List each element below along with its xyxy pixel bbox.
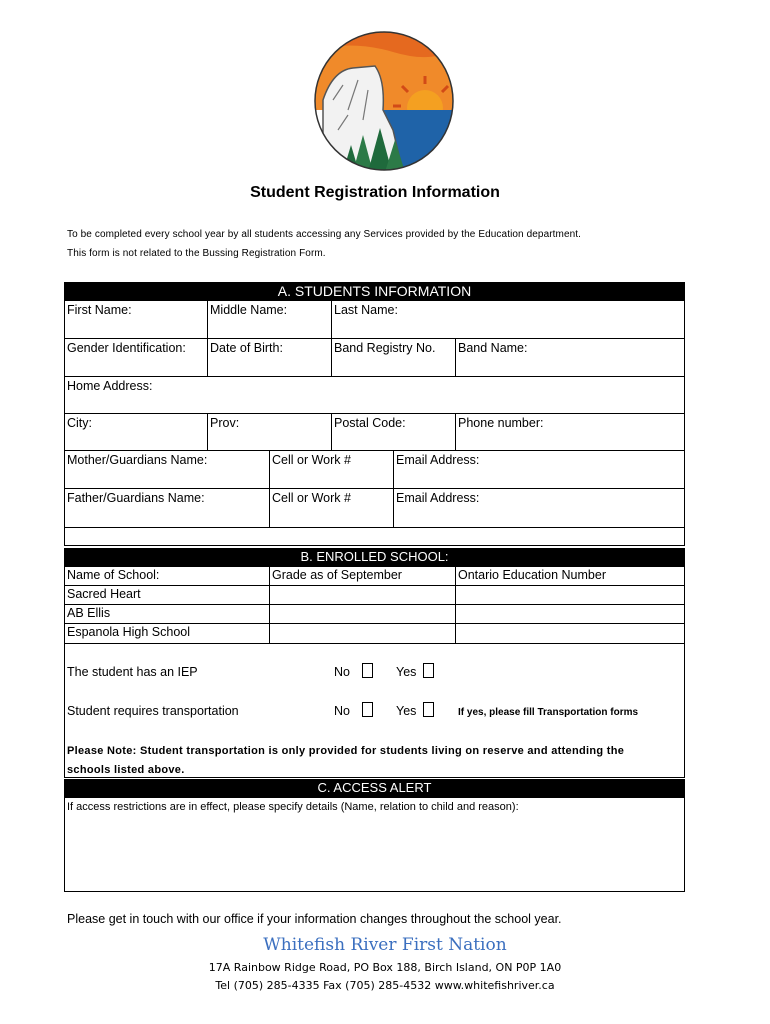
postal-code-field[interactable]: Postal Code:: [334, 416, 406, 430]
grade-cell-espanola[interactable]: [269, 624, 455, 643]
whitefish-river-logo-icon: [313, 30, 455, 172]
home-address-field[interactable]: Home Address:: [67, 379, 153, 393]
iep-no-label: No: [334, 665, 350, 679]
oen-cell-sacred-heart[interactable]: [455, 586, 685, 604]
school-espanola: Espanola High School: [67, 625, 190, 639]
grade-cell-ab-ellis[interactable]: [269, 605, 455, 623]
transport-label: Student requires transportation: [67, 704, 239, 718]
footer-note: Please get in touch with our office if your information changes throughout the school year.: [67, 912, 562, 926]
iep-label: The student has an IEP: [67, 665, 198, 679]
transport-yes-label: Yes: [396, 704, 417, 718]
transport-no-checkbox[interactable]: [362, 702, 373, 717]
father-email-field[interactable]: Email Address:: [396, 491, 480, 505]
band-registry-field[interactable]: Band Registry No.: [334, 341, 436, 355]
intro-line-1: To be completed every school year by all students accessing any Services provided by the Education department.: [67, 229, 582, 240]
school-name-header: Name of School:: [67, 568, 160, 582]
last-name-field[interactable]: Last Name:: [334, 303, 398, 317]
phone-field[interactable]: Phone number:: [458, 416, 544, 430]
grade-cell-sacred-heart[interactable]: [269, 586, 455, 604]
please-note-line-1: Please Note: Student transportation is only provided for students living on reserve and attending the: [67, 745, 625, 757]
iep-yes-label: Yes: [396, 665, 417, 679]
iep-yes-checkbox[interactable]: [423, 663, 434, 678]
mother-name-field[interactable]: Mother/Guardians Name:: [67, 453, 208, 467]
transport-note: If yes, please fill Transportation forms: [458, 707, 639, 718]
please-note-line-2: schools listed above.: [67, 764, 185, 776]
mother-cell-field[interactable]: Cell or Work #: [272, 453, 351, 467]
form-title: Student Registration Information: [250, 184, 500, 201]
access-alert-instruction: If access restrictions are in effect, please specify details (Name, relation to child and reason):: [67, 801, 519, 813]
transport-yes-checkbox[interactable]: [423, 702, 434, 717]
father-name-field[interactable]: Father/Guardians Name:: [67, 491, 205, 505]
prov-field[interactable]: Prov:: [210, 416, 240, 430]
school-ab-ellis: AB Ellis: [67, 606, 111, 620]
intro-line-2: This form is not related to the Bussing Registration Form.: [67, 248, 326, 259]
organization-address: 17A Rainbow Ridge Road, PO Box 188, Birch Island, ON P0P 1A0: [208, 961, 562, 974]
iep-no-checkbox[interactable]: [362, 663, 373, 678]
mother-email-field[interactable]: Email Address:: [396, 453, 480, 467]
transport-no-label: No: [334, 704, 350, 718]
first-name-field[interactable]: First Name:: [67, 303, 132, 317]
section-c-header: C. ACCESS ALERT: [64, 779, 685, 797]
organization-contact: Tel (705) 285-4335 Fax (705) 285-4532 www.whitefishriver.ca: [215, 979, 555, 992]
school-sacred-heart: Sacred Heart: [67, 587, 141, 601]
grade-header: Grade as of September: [272, 568, 402, 582]
oen-cell-espanola[interactable]: [455, 624, 685, 643]
oen-cell-ab-ellis[interactable]: [455, 605, 685, 623]
organization-name: Whitefish River First Nation: [263, 935, 507, 955]
band-name-field[interactable]: Band Name:: [458, 341, 528, 355]
dob-field[interactable]: Date of Birth:: [210, 341, 283, 355]
section-a-header: A. STUDENTS INFORMATION: [64, 282, 685, 300]
oen-header: Ontario Education Number: [458, 568, 606, 582]
gender-field[interactable]: Gender Identification:: [67, 341, 186, 355]
section-b-header: B. ENROLLED SCHOOL:: [64, 548, 685, 566]
middle-name-field[interactable]: Middle Name:: [210, 303, 288, 317]
city-field[interactable]: City:: [67, 416, 92, 430]
father-cell-field[interactable]: Cell or Work #: [272, 491, 351, 505]
